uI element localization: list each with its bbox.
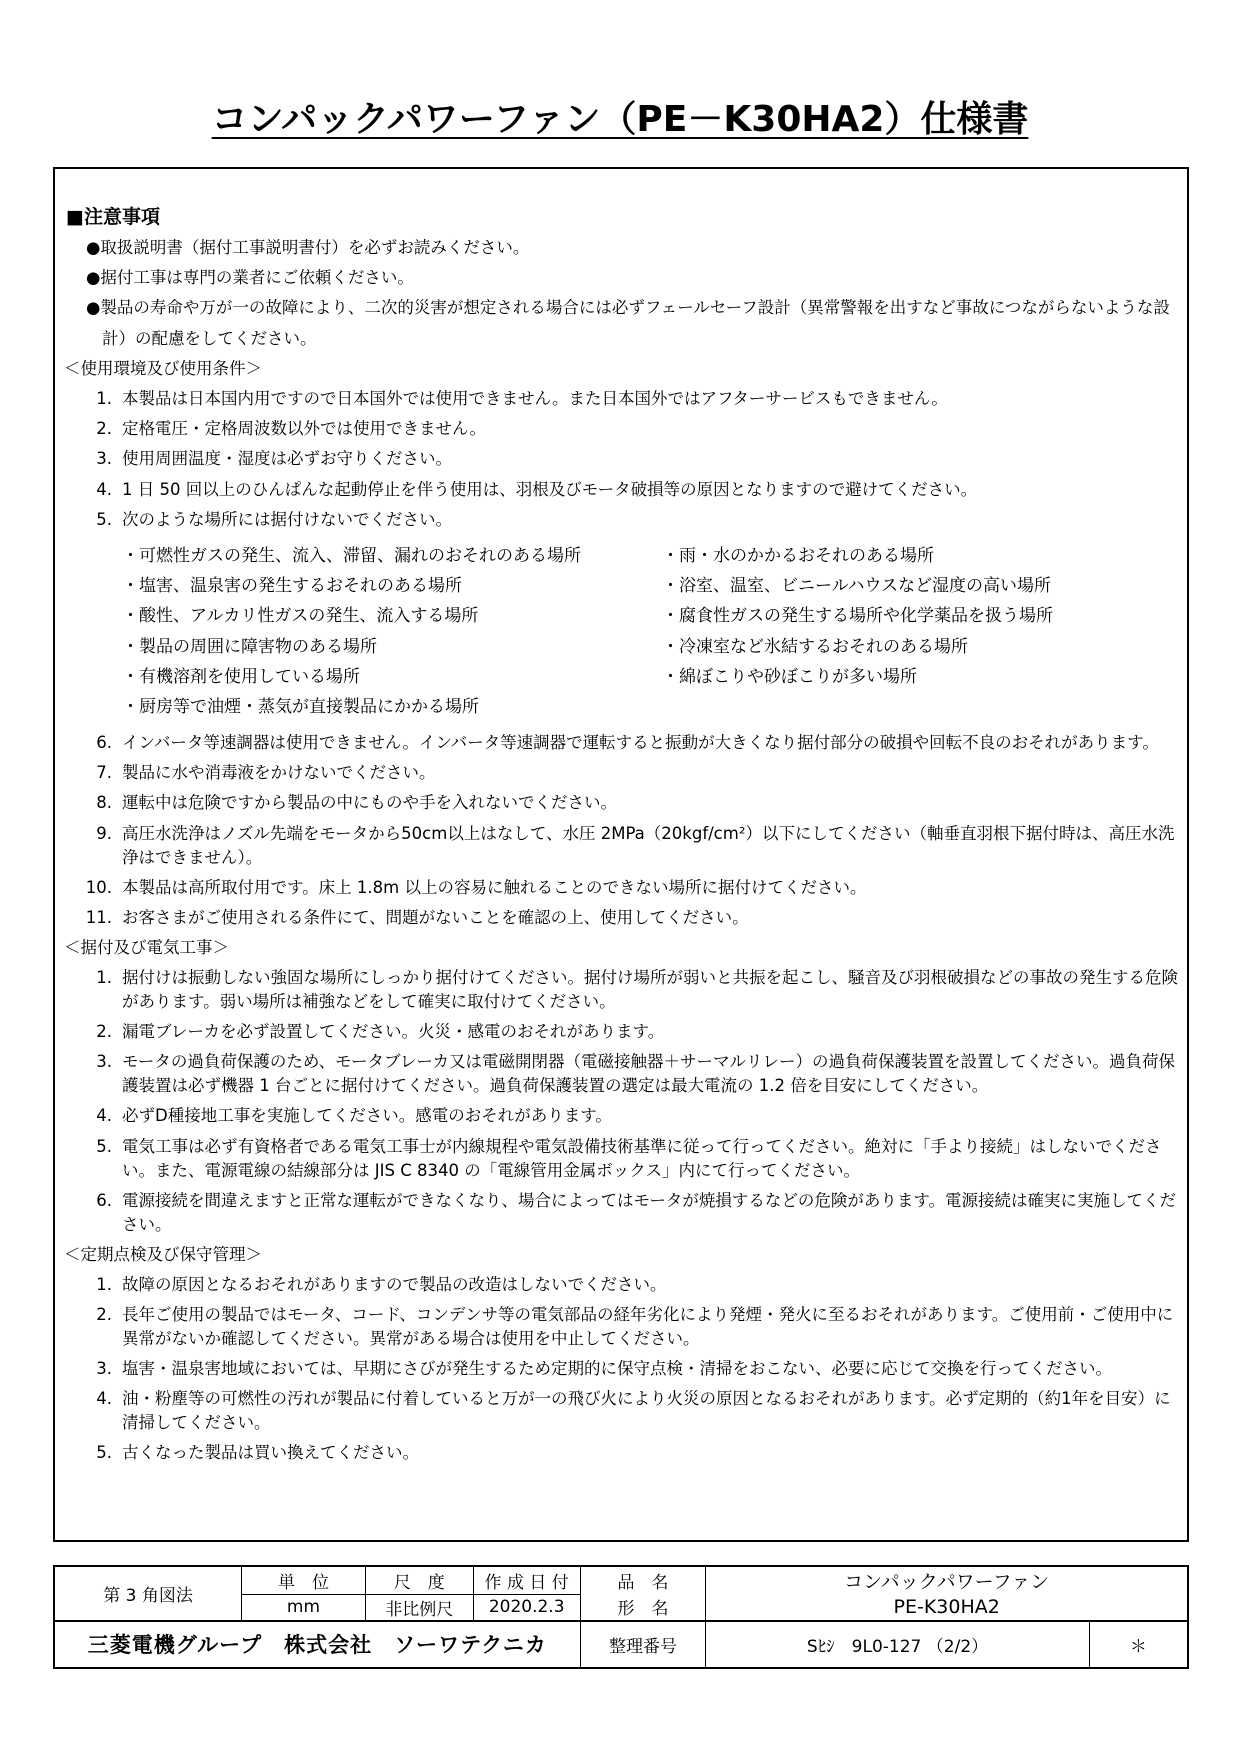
unit-value: mm [242,1594,366,1621]
list-item: 2. 長年ご使用の製品ではモータ、コード、コンデンサ等の電気部品の経年劣化により発煙・発火に至るおそれがあります。ご使用前・ご使用中に異常がないか確認してください。異常がある場合は使用を中止してください。 [96,1305,1174,1349]
list-item: 2. 漏電ブレーカを必ず設置してください。火災・感電のおそれがあります。 [96,1022,665,1042]
list-item: 1. 故障の原因となるおそれがありますので製品の改造はしないでください。 [96,1274,667,1294]
place-item: ・製品の周囲に障害物のある場所 [122,636,377,657]
notice-item: ●製品の寿命や万が一の故障により、二次的災害が想定される場合には必ずフェールセーフ設計（異常警報を出すなど事故につながらないような設計）の配慮をしてください。 [86,298,1170,348]
place-item: ・浴室、温室、ビニールハウスなど湿度の高い場所 [662,576,1051,597]
list-item: 3. 使用周囲温度・湿度は必ずお守りください。 [96,449,452,469]
projection-method: 第 3 角図法 [54,1566,242,1621]
place-item: ・可燃性ガスの発生、流入、滞留、漏れのおそれのある場所 [122,546,581,567]
list-item: 1. 本製品は日本国内用ですので日本国外では使用できません。また日本国外ではアフターサービスもできません。 [96,389,948,409]
place-item: ・酸性、アルカリ性ガスの発生、流入する場所 [122,606,479,627]
product-name: コンパックパワーファン [706,1566,1188,1594]
name-label: 品 名 [580,1566,706,1594]
list-item: 6. 電源接続を間違えますと正常な運転ができなくなり、場合によってはモータが焼損するなどの危険があります。電源接続は確実に実施してください。 [96,1190,1177,1234]
spec-content [60,201,1180,1468]
list-item: 6. インバータ等速調器は使用できません。インバータ等速調器で運転すると振動が大きくなり据付部分の破損や回転不良のおそれがあります。 [96,733,1159,753]
list-item: 8. 運転中は危険ですから製品の中にものや手を入れないでください。 [96,793,617,813]
list-item: 7. 製品に水や消毒液をかけないでください。 [96,763,436,783]
env-heading: ＜使用環境及び使用条件＞ [64,358,262,378]
place-item: ・塩害、温泉害の発生するおそれのある場所 [122,576,462,597]
company-name: 三菱電機グループ 株式会社 ソーワテクニカ [54,1621,580,1668]
list-item: 9. 高圧水洗浄はノズル先端をモータから50cm以上はなして、水圧 2MPa（20kgf/cm²）以下にしてください（軸垂直羽根下据付時は、高圧水洗浄はできません）。 [96,823,1175,867]
list-item: 4. 1 日 50 回以上のひんぱんな起動停止を伴う使用は、羽根及びモータ破損等の原因となりますので避けてください。 [96,479,978,499]
place-item: ・冷凍室など氷結するおそれのある場所 [662,636,968,657]
list-item: 5. 次のような場所には据付けないでください。 [96,509,452,529]
list-item: 1. 据付けは振動しない強固な場所にしっかり据付けてください。据付け場所が弱いと共振を起こし、騒音及び羽根破損などの事故の発生する危険があります。弱い場所は補強などをして確実に取付けてください。 [96,968,1178,1012]
notice-heading: ■注意事項 [66,206,160,228]
ref-label: 整理番号 [580,1621,706,1668]
list-item: 10. 本製品は高所取付用です。床上 1.8m 以上の容易に触れることのできない場所に据付けてください。 [85,877,867,897]
page-title: コンパックパワーファン（PE－K30HA2）仕様書 [211,99,1029,140]
product-model: PE-K30HA2 [706,1594,1188,1621]
place-item: ・有機溶剤を使用している場所 [122,666,360,687]
unit-label: 単 位 [242,1566,366,1594]
title-block [53,1565,1189,1669]
date-label: 作 成 日 付 [473,1566,580,1594]
place-item: ・腐食性ガスの発生する場所や化学薬品を扱う場所 [662,606,1053,627]
list-item: 4. 油・粉塵等の可燃性の汚れが製品に付着していると万が一の飛び火により火災の原因となるおそれがあります。必ず定期的（約1年を目安）に清掃してください。 [96,1389,1171,1433]
list-item: 5. 電気工事は必ず有資格者である電気工事士が内線規程や電気設備技術基準に従って行ってください。絶対に「手より接続」はしないでください。また、電源電線の結線部分は JIS C 8340 の「電線管用金属ボックス」内にて行ってください。 [96,1136,1162,1180]
list-item: 3. 塩害・温泉害地域においては、早期にさびが発生するため定期的に保守点検・清掃をおこない、必要に応じて交換を行ってください。 [96,1359,1112,1379]
list-item: 2. 定格電圧・定格周波数以外では使用できません。 [96,419,486,439]
ref-value: Sﾋｼ 9L0-127 （2/2） [706,1621,1089,1668]
list-item: 11. お客さまがご使用される条件にて、問題がないことを確認の上、使用してください。 [85,907,749,927]
place-item: ・厨房等で油煙・蒸気が直接製品にかかる場所 [122,697,479,718]
list-item: 3. モータの過負荷保護のため、モータブレーカ又は電磁開閉器（電磁接触器＋サーマルリレー）の過負荷保護装置を設置してください。過負荷保護装置は必ず機器 1 台ごとに据付けてください。過負荷保護装置の選定は最大電流の 1.2 倍を目安にしてください。 [96,1052,1176,1096]
notice-item: ●据付工事は専門の業者にご依頼ください。 [86,268,414,288]
maint-heading: ＜定期点検及び保守管理＞ [64,1244,262,1264]
scale-value: 非比例尺 [365,1594,473,1621]
scale-label: 尺 度 [365,1566,473,1594]
revision-mark: ＊ [1089,1621,1188,1668]
restricted-places [122,541,1180,722]
notice-item: ●取扱説明書（据付工事説明書付）を必ずお読みください。 [86,238,530,257]
model-label: 形 名 [580,1594,706,1621]
place-item: ・綿ぼこりや砂ぼこりが多い場所 [662,666,917,687]
list-item: 5. 古くなった製品は買い換えてください。 [96,1443,419,1463]
list-item: 4. 必ずD種接地工事を実施してください。感電のおそれがあります。 [96,1106,612,1126]
install-heading: ＜据付及び電気工事＞ [64,938,229,958]
place-item: ・雨・水のかかるおそれのある場所 [662,546,934,567]
date-value: 2020.2.3 [473,1594,580,1621]
